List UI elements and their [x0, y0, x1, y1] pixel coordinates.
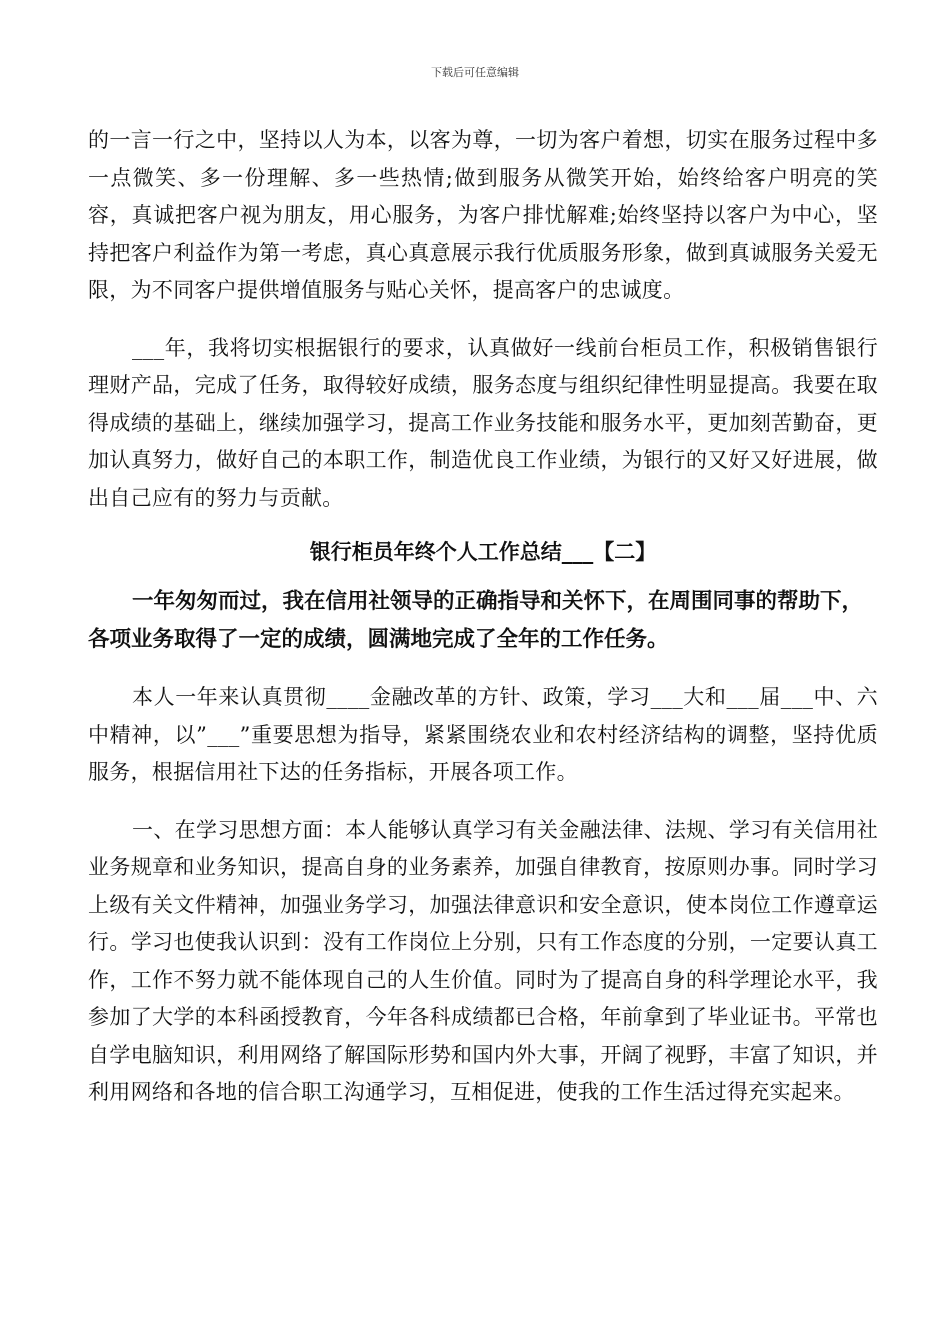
paragraph-3: 本人一年来认真贯彻____金融改革的方针、政策，学习___大和___届___中、六中精神，以”___”重要思想为指导，紧紧围绕农业和农村经济结构的调整，坚持优质服务，根据信用社下达的任务指标，开展各项工作。 — [88, 685, 878, 784]
paragraph-1: 的一言一行之中，坚持以人为本，以客为尊，一切为客户着想，切实在服务过程中多一点微笑、多一份理解、多一些热情;做到服务从微笑开始，始终给客户明亮的笑容，真诚把客户视为朋友，用心服务，为客户排忧解难;始终坚持以客户为中心，坚持把客户利益作为第一考虑，真心真意展示我行优质服务形象，做到真诚服务关爱无限，为不同客户提供增值服务与贴心关怀，提高客户的忠诚度。 — [88, 128, 878, 302]
lead-paragraph: 一年匆匆而过，我在信用社领导的正确指导和关怀下，在周围同事的帮助下，各项业务取得了一定的成绩，圆满地完成了全年的工作任务。 — [88, 589, 864, 652]
paragraph-4: 一、在学习思想方面：本人能够认真学习有关金融法律、法规、学习有关信用社业务规章和业务知识，提高自身的业务素养，加强自律教育，按原则办事。同时学习上级有关文件精神，加强业务学习，加强法律意识和安全意识，使本岗位工作遵章运行。学习也使我认识到：没有工作岗位上分别，只有工作态度的分别，一定要认真工作，工作不努力就不能体现自己的人生价值。同时为了提高自身的科学理论水平，我参加了大学的本科函授教育，今年各科成绩都已合格，年前拿到了毕业证书。平常也自学电脑知识，利用网络了解国际形势和国内外大事，开阔了视野，丰富了知识，并利用网络和各地的信合职工沟通学习，互相促进，使我的工作生活过得充实起来。 — [88, 817, 878, 1104]
document-body — [88, 122, 878, 1112]
paragraph-2: ___年，我将切实根据银行的要求，认真做好一线前台柜员工作，积极销售银行理财产品，完成了任务，取得较好成绩，服务态度与组织纪律性明显提高。我要在取得成绩的基础上，继续加强学习，提高工作业务技能和服务水平，更加刻苦勤奋，更加认真努力，做好自己的本职工作，制造优良工作业绩，为银行的又好又好进展，做出自己应有的努力与贡献。 — [88, 335, 878, 510]
section-title: 银行柜员年终个人工作总结___【二】 — [309, 540, 657, 564]
page-header: 下载后可任意编辑 — [431, 66, 519, 79]
